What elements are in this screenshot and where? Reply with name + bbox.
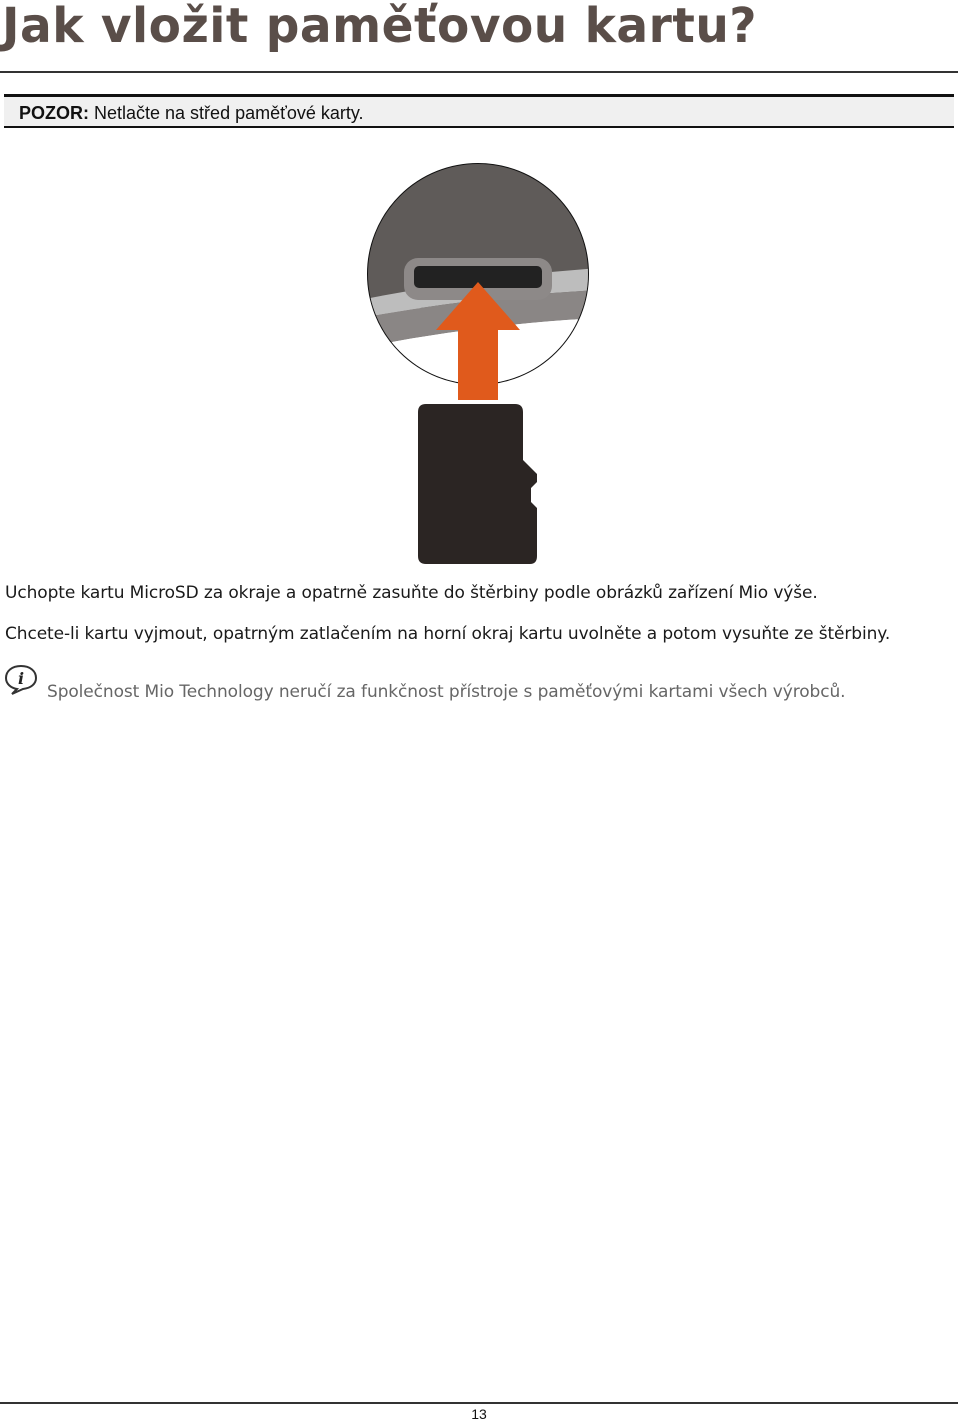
title-divider [0, 71, 958, 73]
microsd-insertion-illustration [360, 158, 600, 570]
caution-line [19, 103, 364, 124]
note-text: Společnost Mio Technology neručí za funkčnost přístroje s paměťovými kartami všech výrobců. [47, 682, 846, 702]
instruction-paragraph-remove: Chcete-li kartu vyjmout, opatrným zatlačením na horní okraj kartu uvolněte a potom vysuňte ze štěrbiny. [5, 624, 891, 644]
instruction-paragraph-insert: Uchopte kartu MicroSD za okraje a opatrně zasuňte do štěrbiny podle obrázků zařízení Mio výše. [5, 583, 818, 603]
svg-text:i: i [17, 669, 25, 688]
caution-text: Netlačte na střed paměťové karty. [89, 103, 364, 123]
page-title: Jak vložit paměťovou kartu? [2, 0, 758, 54]
page-number: 13 [471, 1406, 487, 1422]
info-speech-bubble-icon [4, 664, 38, 696]
caution-box [4, 94, 954, 128]
caution-label: POZOR: [19, 103, 89, 123]
footer-divider [0, 1402, 958, 1404]
microsd-card-icon [418, 404, 537, 564]
